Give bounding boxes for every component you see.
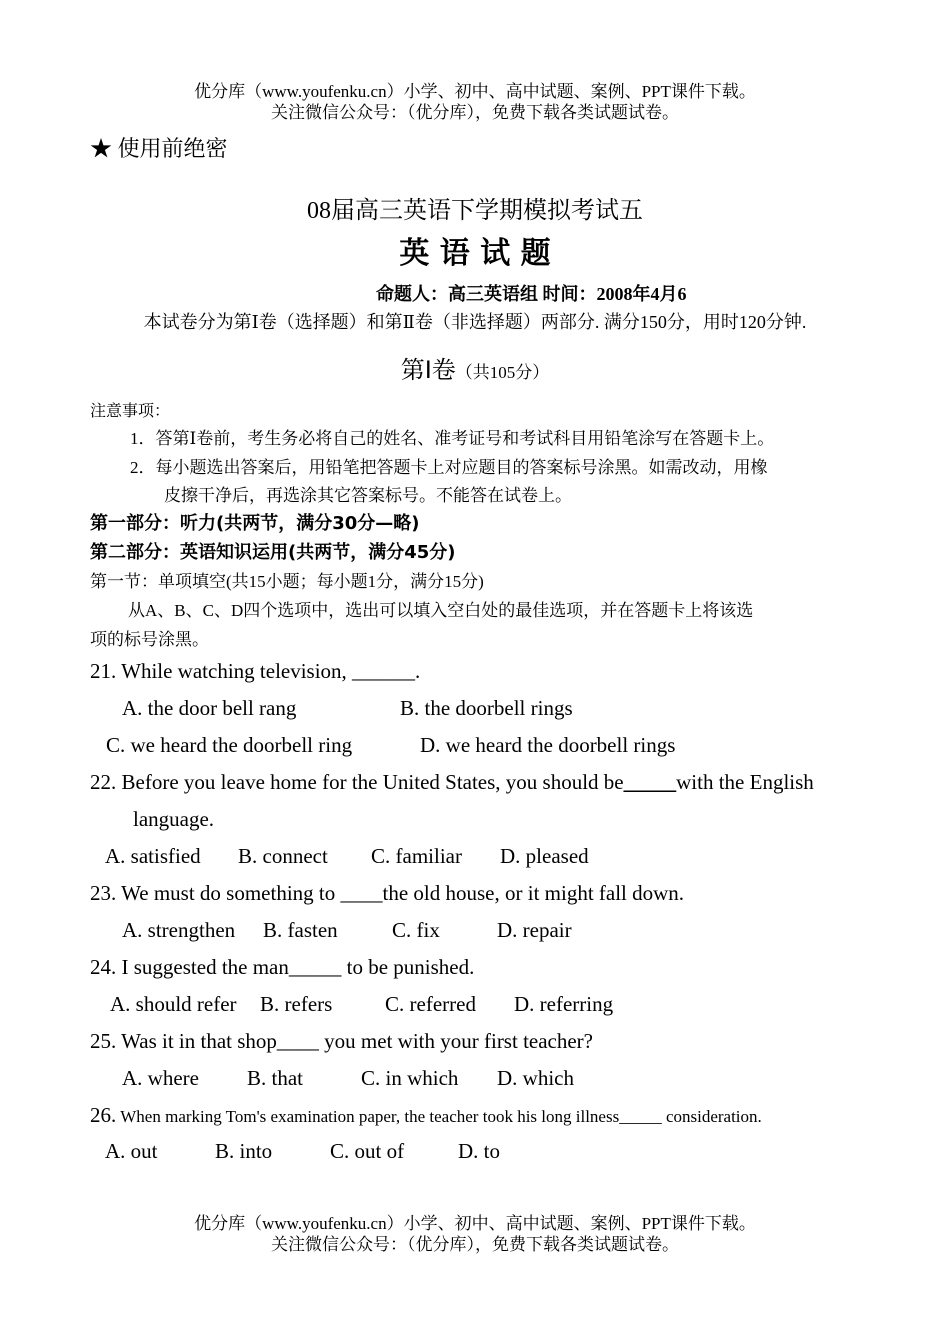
question-21-option-d: D. we heard the doorbell rings (420, 733, 676, 757)
question-25-option-a: A. where (122, 1066, 199, 1090)
notes-item-2: 2．每小题选出答案后，用铅笔把答题卡上对应题目的答案标号涂黑。如需改动，用橡 (130, 458, 768, 477)
subject-title: 英 语 试 题 (399, 236, 551, 271)
question-21-stem: 21. While watching television, ______. (90, 659, 421, 683)
question-26-stem: When marking Tom's examination paper, the teacher took his long illness_____ consideration. (120, 1107, 762, 1126)
question-26-option-b: B. into (215, 1139, 273, 1163)
question-24-stem: 24. I suggested the man_____ to be punished. (90, 955, 475, 979)
page-header-line-1: 优分库（www.youfenku.cn）小学、初中、高中试题、案例、PPT课件下载。 (194, 82, 756, 101)
secret-mark: ★ 使用前绝密 (90, 136, 228, 161)
question-26-number: 26. (90, 1103, 117, 1127)
volume-title: 第Ⅰ卷 (400, 356, 456, 384)
question-22-option-b: B. connect (238, 844, 328, 868)
question-24-option-a: A. should refer (110, 992, 237, 1016)
question-23-option-c: C. fix (392, 918, 440, 942)
page-footer-line-2: 关注微信公众号：（优分库），免费下载各类试题试卷。 (271, 1235, 679, 1254)
question-22-stem (90, 770, 814, 795)
question-24-option-c: C. referred (385, 992, 476, 1016)
exam-info: 本试卷分为第Ⅰ卷（选择题）和第Ⅱ卷（非选择题）两部分. 满分150分，用时120分钟. (143, 312, 807, 332)
question-22-stem-pre: 22. Before you leave home for the United States, you should be (90, 770, 624, 794)
section1-heading: 第一节：单项填空(共15小题；每小题1分，满分15分) (90, 572, 484, 591)
question-23-option-b: B. fasten (263, 918, 338, 942)
volume-heading (0, 350, 950, 385)
question-26-option-c: C. out of (330, 1139, 405, 1163)
question-24-option-b: B. refers (260, 992, 333, 1016)
question-22-blank: _____ (623, 770, 677, 794)
volume-score: （共105分） (455, 363, 550, 382)
notes-heading: 注意事项： (90, 401, 171, 420)
question-26-stem-line (90, 1103, 762, 1128)
question-21-option-a: A. the door bell rang (122, 696, 297, 720)
question-22-option-d: D. pleased (500, 844, 589, 868)
part2-heading: 第二部分：英语知识运用(共两节，满分45分) (90, 542, 456, 563)
instruction-line-1: 从A、B、C、D四个选项中，选出可以填入空白处的最佳选项，并在答题卡上将该选 (128, 601, 754, 620)
question-22-option-c: C. familiar (371, 844, 462, 868)
instruction-line-2: 项的标号涂黑。 (90, 630, 209, 649)
question-23-stem: 23. We must do something to ____the old house, or it might fall down. (90, 881, 685, 905)
question-21-option-c: C. we heard the doorbell ring (106, 733, 353, 757)
question-22-stem-post: with the English (676, 770, 814, 794)
author-line: 命题人：高三英语组 时间：2008年4月6 (376, 284, 687, 304)
notes-item-1: 1．答第Ⅰ卷前，考生务必将自己的姓名、准考证号和考试科目用铅笔涂写在答题卡上。 (130, 429, 775, 448)
exam-title: 08届高三英语下学期模拟考试五 (307, 198, 643, 224)
question-25-option-d: D. which (497, 1066, 574, 1090)
question-21-option-b: B. the doorbell rings (400, 696, 573, 720)
question-26-option-a: A. out (105, 1139, 158, 1163)
question-22-option-a: A. satisfied (105, 844, 201, 868)
question-25-stem: 25. Was it in that shop____ you met with your first teacher? (90, 1029, 593, 1053)
part1-heading: 第一部分：听力(共两节，满分30分—略) (90, 513, 420, 534)
page-footer-line-1: 优分库（www.youfenku.cn）小学、初中、高中试题、案例、PPT课件下载。 (194, 1214, 756, 1233)
question-25-option-c: C. in which (361, 1066, 459, 1090)
question-23-option-d: D. repair (497, 918, 572, 942)
page-header-line-2: 关注微信公众号：（优分库），免费下载各类试题试卷。 (271, 103, 679, 122)
question-25-option-b: B. that (247, 1066, 303, 1090)
notes-item-2-cont: 皮擦干净后，再选涂其它答案标号。不能答在试卷上。 (164, 486, 572, 505)
question-24-option-d: D. referring (514, 992, 614, 1016)
question-22-stem-cont: language. (133, 807, 215, 831)
question-23-option-a: A. strengthen (122, 918, 236, 942)
question-26-option-d: D. to (458, 1139, 500, 1163)
